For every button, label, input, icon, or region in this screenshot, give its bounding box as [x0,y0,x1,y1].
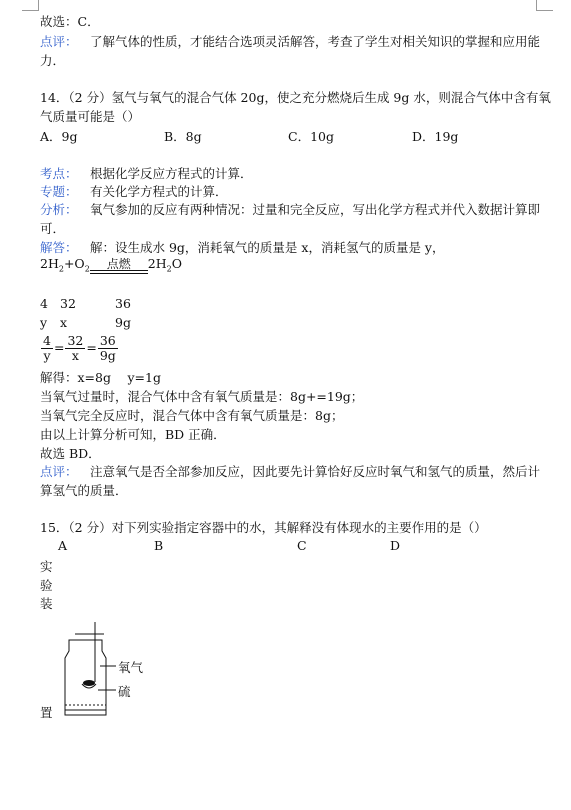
ratio-row1-c: 36 [115,296,131,311]
label-oxygen: 氧气 [118,660,144,675]
fraction: $\frac{36}{9g}$ [99,333,116,363]
prev-comment: 点评： 了解气体的性质，才能结合选项灵活解答，考查了学生对相关知识的掌握和应用能 [40,34,541,49]
fraction: $\frac{32}{x}$ [67,333,84,363]
ratio-row1-a: 4 [40,296,48,311]
ratio-row2-c: 9g [115,315,131,330]
side-char-1: 实 [40,559,53,574]
prev-comment-cont: 力． [40,53,66,68]
q14-case1: 当氧气过量时，混合气体中含有氧气质量是：8g+=19g； [40,389,364,404]
q14-option-d: D．19g [412,129,459,144]
side-char-2: 验 [40,578,53,593]
sulfur-combustion-apparatus [60,620,170,720]
q14-conclusion: 由以上计算分析可知，BD 正确． [40,427,226,442]
q14-kaodian: 考点： 根据化学反应方程式的计算． [40,166,253,181]
q14-solve: 解得：x=8g y=1g [40,370,161,385]
side-char-3: 装 [40,596,53,611]
q14-option-a: A．9g [40,129,78,144]
label-sulfur: 硫 [118,684,131,699]
q14-option-c: C．10g [288,129,334,144]
q14-answer: 故选 BD． [40,446,101,461]
q14-fenxi-cont: 可． [40,221,66,236]
q15-stem: 15．（2 分）对下列实验指定容器中的水，其解释没有体现水的主要作用的是（） [40,520,487,535]
q14-zhuanti: 专题： 有关化学方程式的计算． [40,184,228,199]
reaction-condition: 点燃 [90,258,148,274]
q14-fenxi: 分析： 氧气参加的反应有两种情况：过量和完全反应，写出化学方程式并代入数据计算即 [40,202,541,217]
q15-header-d: D [390,538,401,553]
q14-jieda: 解答： 解：设生成水 9g，消耗氧气的质量是 x，消耗氢气的质量是 y， [40,240,445,255]
comment-label: 点评： [40,34,78,49]
prev-answer: 故选：C． [40,14,100,29]
q14-option-b: B．8g [164,129,202,144]
corner-crop-mark-left [22,0,39,11]
q15-header-a: A [58,538,68,553]
q15-header-c: C [297,538,307,553]
chemical-equation: $2H_2+O_2$ 点燃 $2H_2O$ [40,256,182,274]
ratio-row2-a: y [40,315,48,330]
corner-crop-mark-right [536,0,553,11]
q14-dianping: 点评： 注意氧气是否全部参加反应，因此要先计算恰好反应时氧气和氢气的质量，然后计 [40,464,541,479]
fraction: $\frac{4}{y}$ [43,333,51,363]
q14-dianping-cont: 算氢气的质量． [40,483,128,498]
ratio-row2-b: x [60,315,68,330]
q14-case2: 当氧气完全反应时，混合气体中含有氧气质量是：8g； [40,408,344,423]
q14-stem-2: 气质量可能是（） [40,109,141,124]
proportion-equation: $\frac{4}{y}$ = $\frac{32}{x}$ = $\frac{36}{9g}$ [43,333,116,363]
ratio-row1-b: 32 [60,296,76,311]
q15-header-b: B [154,538,164,553]
side-char-4: 置 [40,705,53,720]
q14-stem-1: 14．（2 分）氢气与氧气的混合气体 20g，使之充分燃烧后生成 9g 水，则混合气体中含有氧 [40,90,551,105]
